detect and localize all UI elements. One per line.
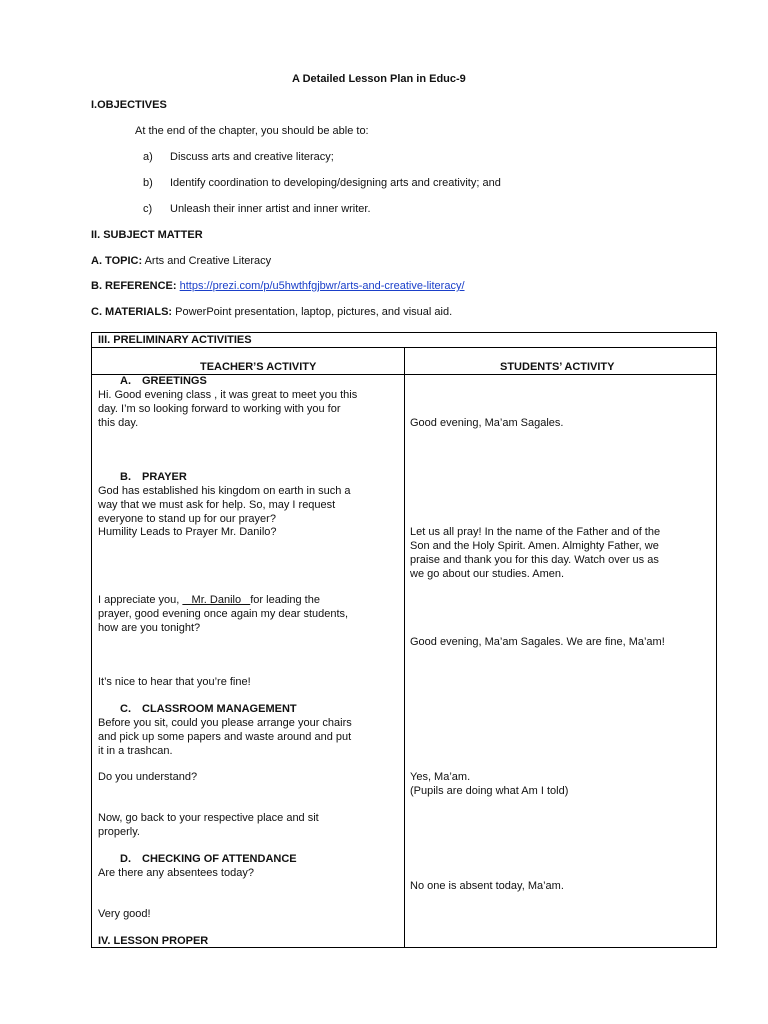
- student-line: Good evening, Ma’am Sagales. We are fine, Ma’am!: [410, 636, 665, 648]
- subject-matter-heading: II. SUBJECT MATTER: [91, 229, 203, 241]
- list-marker: B.: [120, 471, 131, 483]
- objective-marker: b): [143, 177, 153, 189]
- preliminary-activities-table: [91, 332, 717, 948]
- greetings-heading: GREETINGS: [142, 375, 207, 387]
- teacher-line: Now, go back to your respective place and sit: [98, 812, 319, 824]
- teacher-line: way that we must ask for help. So, may I request: [98, 499, 336, 511]
- objective-marker: a): [143, 151, 153, 163]
- teacher-line: [98, 593, 320, 607]
- topic-label: A. TOPIC:: [91, 255, 143, 267]
- student-line: Yes, Ma’am.: [410, 771, 471, 783]
- objective-item: Identify coordination to developing/designing arts and creativity; and: [170, 177, 501, 189]
- teacher-line: Very good!: [98, 908, 151, 920]
- teacher-line: how are you tonight?: [98, 622, 201, 634]
- column-header-students: STUDENTS’ ACTIVITY: [500, 361, 615, 373]
- materials-label: C. MATERIALS:: [91, 306, 173, 318]
- student-line: Son and the Holy Spirit. Amen. Almighty Father, we: [410, 540, 659, 552]
- objectives-intro: At the end of the chapter, you should be able to:: [135, 125, 369, 137]
- column-header-teacher: TEACHER’S ACTIVITY: [200, 361, 317, 373]
- teacher-line: this day.: [98, 417, 139, 429]
- teacher-line: it in a trashcan.: [98, 745, 173, 757]
- lesson-proper-heading: IV. LESSON PROPER: [98, 935, 209, 947]
- student-line: Good evening, Ma’am Sagales.: [410, 417, 564, 429]
- teacher-line: day. I’m so looking forward to working with you for: [98, 403, 341, 415]
- classroom-management-heading: CLASSROOM MANAGEMENT: [142, 703, 297, 715]
- topic-value: Arts and Creative Literacy: [142, 255, 272, 267]
- reference-label: B. REFERENCE:: [91, 280, 177, 292]
- student-line: praise and thank you for this day. Watch over us as: [410, 554, 659, 566]
- list-marker: A.: [120, 375, 131, 387]
- objective-marker: c): [143, 203, 153, 215]
- materials-line: [91, 306, 452, 318]
- column-divider: [404, 347, 405, 947]
- objective-item: Discuss arts and creative literacy;: [170, 151, 334, 163]
- teacher-line: It’s nice to hear that you’re fine!: [98, 676, 251, 688]
- teacher-line: Hi. Good evening class , it was great to meet you this: [98, 389, 358, 401]
- section-heading: III. PRELIMINARY ACTIVITIES: [98, 334, 252, 346]
- objectives-heading: I.OBJECTIVES: [91, 99, 167, 111]
- student-line: we go about our studies. Amen.: [410, 568, 565, 580]
- teacher-line: Do you understand?: [98, 771, 198, 783]
- teacher-line: God has established his kingdom on earth in such a: [98, 485, 351, 497]
- teacher-line: Before you sit, could you please arrange your chairs: [98, 717, 352, 729]
- reference-line: [91, 280, 465, 292]
- student-line: No one is absent today, Ma’am.: [410, 880, 564, 892]
- attendance-heading: CHECKING OF ATTENDANCE: [142, 853, 297, 865]
- teacher-line: properly.: [98, 826, 140, 838]
- list-marker: D.: [120, 853, 131, 865]
- document-title: A Detailed Lesson Plan in Educ-9: [292, 73, 466, 85]
- list-marker: C.: [120, 703, 131, 715]
- student-line: Let us all pray! In the name of the Father and of the: [410, 526, 661, 538]
- materials-value: PowerPoint presentation, laptop, pictures, and visual aid.: [172, 306, 453, 318]
- topic-line: [91, 255, 271, 267]
- student-name-blank: Mr. Danilo: [182, 594, 251, 606]
- reference-link[interactable]: https://prezi.com/p/u5hwthfgjbwr/arts-and-creative-literacy/: [179, 280, 465, 292]
- appreciate-text: for leading the: [250, 594, 320, 606]
- prayer-heading: PRAYER: [142, 471, 187, 483]
- appreciate-text: I appreciate you,: [98, 594, 183, 606]
- teacher-line: prayer, good evening once again my dear students,: [98, 608, 349, 620]
- teacher-line: and pick up some papers and waste around and put: [98, 731, 352, 743]
- student-line: (Pupils are doing what Am I told): [410, 785, 569, 797]
- teacher-line: Humility Leads to Prayer Mr. Danilo?: [98, 526, 277, 538]
- teacher-line: everyone to stand up for our prayer?: [98, 513, 276, 525]
- objective-item: Unleash their inner artist and inner writer.: [170, 203, 371, 215]
- teacher-line: Are there any absentees today?: [98, 867, 254, 879]
